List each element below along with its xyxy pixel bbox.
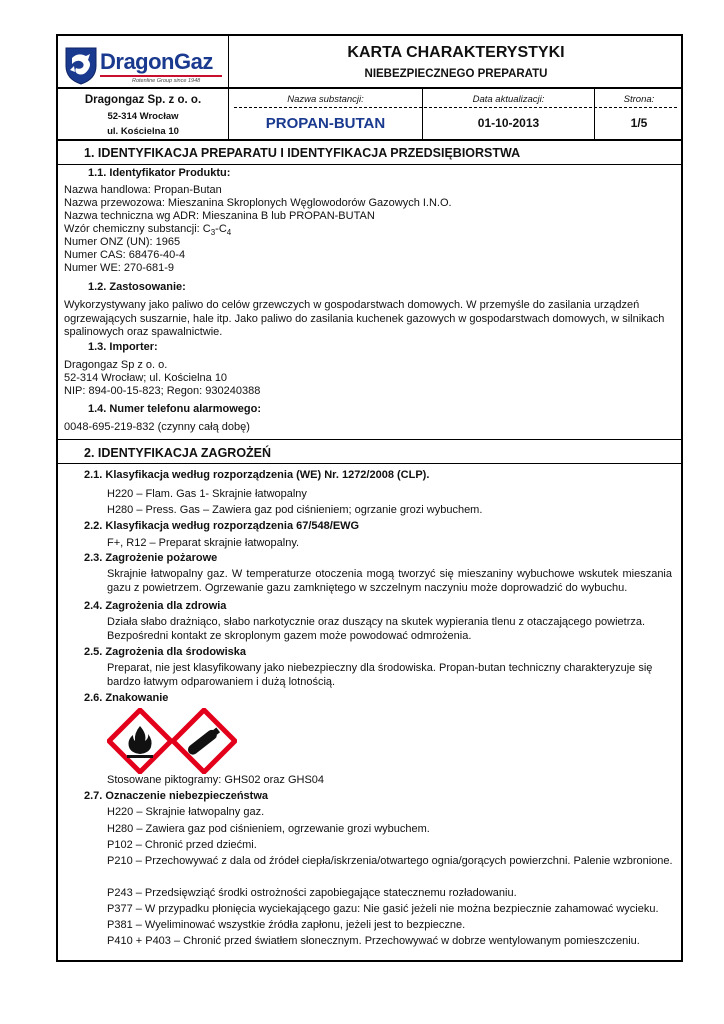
- s22-title: 2.2. Klasyfikacja według rozporządzenia 67/548/EWG: [84, 520, 360, 532]
- company-address-street: ul. Kościelna 10: [107, 126, 179, 137]
- section-1-heading: 1. IDENTYFIKACJA PREPARATU I IDENTYFIKACJA PRZEDSIĘBIORSTWA: [84, 146, 521, 160]
- s12-title: 1.2. Zastosowanie:: [88, 281, 186, 293]
- emergency-phone: 0048-695-219-832 (czynny całą dobę): [64, 421, 250, 433]
- adr-name: Nazwa techniczna wg ADR: Mieszanina B lub PROPAN-BUTAN: [64, 210, 375, 222]
- usage-text: Wykorzystywany jako paliwo do celów grzewczych w gospodarstwach domowych. W przemyśle do zasilania urządzeń ogrzewających suszarnie, hale itp. Jako paliwo do zasilania kuchenek gazowych w gospodarstwach domowych, w silnikach spalinowych oraz spawalnictwie.: [64, 299, 665, 338]
- s23-title: 2.3. Zagrożenie pożarowe: [84, 552, 218, 564]
- s13-title: 1.3. Importer:: [88, 341, 158, 353]
- document-subtitle: NIEBEZPIECZNEGO PREPARATU: [364, 68, 548, 80]
- health-hazard-text: Działa słabo drażniąco, słabo narkotycznie oraz duszący na skutek wypierania tlenu z otaczającego powietrza. Bezpośredni kontakt ze skroplonym gazem może powodować odmrożenia.: [107, 616, 646, 642]
- environment-hazard-text: Preparat, nie jest klasyfikowany jako niebezpieczny dla środowiska. Propan-butan techniczny charakteryzuje się bardzo łatwym odparowaniem i dużą lotnością.: [107, 662, 653, 688]
- cas-number: Numer CAS: 68476-40-4: [64, 249, 186, 261]
- dragon-shield-icon: [64, 46, 98, 86]
- p410-p403-statement: P410 + P403 – Chronić przed światłem słonecznym. Przechowywać w dobrze wentylowanym pomieszczeniu.: [107, 935, 640, 947]
- page-number: 1/5: [630, 116, 648, 130]
- importer-name: Dragongaz Sp z o. o.: [64, 359, 168, 371]
- section-2-heading: 2. IDENTYFIKACJA ZAGROŻEŃ: [84, 446, 272, 460]
- h220-classification: H220 – Flam. Gas 1- Skrajnie łatwopalny: [107, 488, 307, 500]
- ghs04-gas-cylinder-icon: [171, 708, 237, 774]
- trade-name: Nazwa handlowa: Propan-Butan: [64, 184, 222, 196]
- formula-sub-2: 4: [226, 228, 232, 238]
- fire-hazard-text: Skrajnie łatwopalny gaz. W temperaturze otoczenia mogą tworzyć się mieszaniny wybuchowe wskutek mieszania gazu z powietrzem. Ogrzewanie gazu zamkniętego w szczelnym naczyniu może doprowadzić do wybuchu.: [107, 568, 672, 594]
- substance-label: Nazwa substancji:: [287, 94, 364, 105]
- p377-statement: P377 – W przypadku płonięcia wyciekającego gazu: Nie gasić jeżeli nie można bezpiecznie zahamować wycieku.: [107, 903, 659, 915]
- un-number: Numer ONZ (UN): 1965: [64, 236, 181, 248]
- logo-underline: [100, 75, 222, 77]
- r12-classification: F+, R12 – Preparat skrajnie łatwopalny.: [107, 537, 300, 549]
- s24-title: 2.4. Zagrożenia dla zdrowia: [84, 600, 227, 612]
- s27-title: 2.7. Oznaczenie niebezpieczeństwa: [84, 790, 269, 802]
- pictograms-used: Stosowane piktogramy: GHS02 oraz GHS04: [107, 774, 325, 786]
- s26-title: 2.6. Znakowanie: [84, 692, 169, 704]
- s25-title: 2.5. Zagrożenia dla środowiska: [84, 646, 246, 658]
- safety-data-sheet: [56, 34, 683, 962]
- logo-wordmark: DragonGaz: [100, 49, 213, 74]
- s21-title: 2.1. Klasyfikacja według rozporządzenia (WE) Nr. 1272/2008 (CLP).: [84, 469, 430, 481]
- p102-statement: P102 – Chronić przed dziećmi.: [107, 839, 257, 851]
- page-label: Strona:: [623, 94, 655, 105]
- importer-address: 52-314 Wrocław; ul. Kościelna 10: [64, 372, 228, 384]
- p381-statement: P381 – Wyeliminować wszystkie źródła zapłonu, jeżeli jest to bezpieczne.: [107, 919, 466, 931]
- substance-name: PROPAN-BUTAN: [265, 115, 386, 132]
- company-address-city: 52-314 Wrocław: [107, 111, 179, 122]
- h220-statement: H220 – Skrajnie łatwopalny gaz.: [107, 806, 265, 818]
- s11-title: 1.1. Identyfikator Produktu:: [88, 167, 231, 179]
- transport-name: Nazwa przewozowa: Mieszanina Skroplonych Węglowodorów Gazowych I.N.O.: [64, 197, 452, 209]
- document-title: KARTA CHARAKTERYSTYKI: [347, 44, 565, 61]
- company-name: Dragongaz Sp. z o. o.: [84, 94, 202, 106]
- ghs02-flame-icon: [107, 708, 173, 774]
- p210-statement: P210 – Przechowywać z dala od źródeł ciepła/iskrzenia/otwartego ognia/gorących powierzchni. Palenie wzbronione.: [107, 855, 673, 867]
- h280-statement: H280 – Zawiera gaz pod ciśnieniem, ogrzewanie grozi wybuchem.: [107, 823, 430, 835]
- s14-title: 1.4. Numer telefonu alarmowego:: [88, 403, 261, 415]
- formula-prefix: Wzór chemiczny substancji: C: [64, 223, 211, 235]
- logo-tagline: Rotenline Group since 1948: [132, 78, 201, 84]
- company-logo: [62, 44, 222, 88]
- h280-classification: H280 – Press. Gas – Zawiera gaz pod ciśnieniem; ogrzanie grozi wybuchem.: [107, 504, 483, 516]
- formula-sub-1: 3: [210, 228, 216, 238]
- update-date: 01-10-2013: [477, 116, 540, 130]
- importer-nip: NIP: 894-00-15-823; Regon: 930240388: [64, 385, 261, 397]
- we-number: Numer WE: 270-681-9: [64, 262, 175, 274]
- date-label: Data aktualizacji:: [472, 94, 545, 105]
- p243-statement: P243 – Przedsięwziąć środki ostrożności zapobiegające statecznemu rozładowaniu.: [107, 887, 517, 899]
- formula-mid: -C: [215, 223, 227, 235]
